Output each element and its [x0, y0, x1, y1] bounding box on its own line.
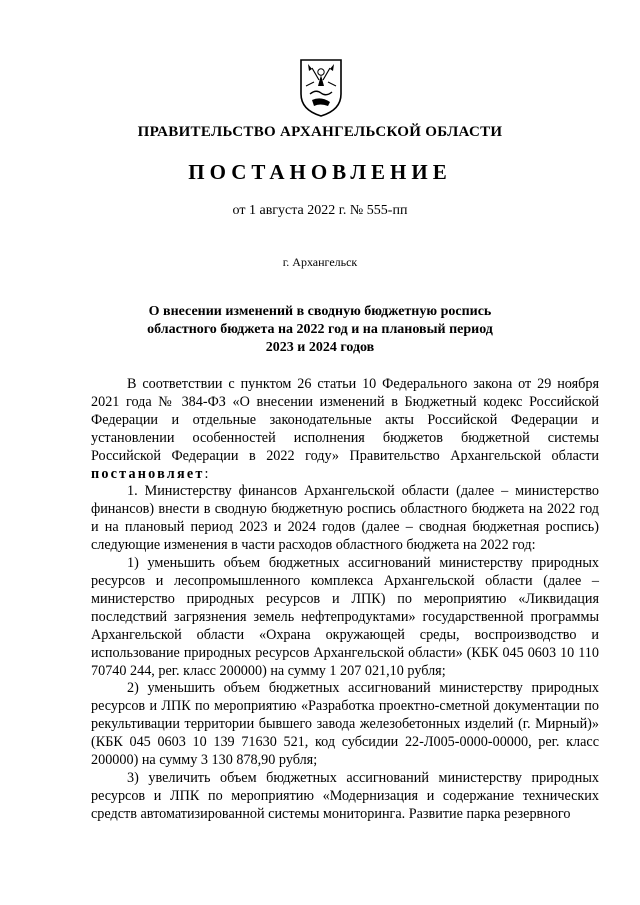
document-type: ПОСТАНОВЛЕНИЕ	[188, 160, 452, 184]
org-title: ПРАВИТЕЛЬСТВО АРХАНГЕЛЬСКОЙ ОБЛАСТИ	[137, 124, 503, 140]
coat-of-arms-icon	[298, 56, 344, 118]
subject-line: О внесении изменений в сводную бюджетную роспись	[148, 304, 492, 319]
paragraph-1-3: 3) увеличить объем бюджетных ассигнований министерству природных ресурсов и ЛПК по мероприятию «Модернизация и содержание технических средств автоматизированной системы мониторинга. Развитие парка резервного	[91, 769, 599, 822]
decree-word: постановляет	[91, 465, 205, 482]
document-subject	[0, 303, 640, 357]
subject-line: областного бюджета на 2022 год и на плановый период	[147, 322, 493, 337]
intro-text: В соответствии с пунктом 26 статьи 10 Федерального закона от 29 ноября 2021 года № 384-ФЗ «О внесении изменений в Бюджетный кодекс Российской Федерации и отдельные законодательные акты Российской Федерации и установлении особенностей исполнения бюджетов бюджетной системы Российской Федерации в 2022 году» Правительство Архангельской области	[91, 376, 599, 464]
document-date-number: от 1 августа 2022 г. № 555-пп	[232, 203, 408, 218]
document-body	[91, 376, 599, 824]
decree-colon: :	[204, 465, 209, 482]
subject-line: 2023 и 2024 годов	[265, 340, 375, 355]
paragraph-1-1: 1) уменьшить объем бюджетных ассигнований министерству природных ресурсов и лесопромышленного комплекса Архангельской области (далее – министерство природных ресурсов и ЛПК) по мероприятию «Ликвидация последствий загрязнения земель нефтепродуктами» государственной программы Архангельской области «Охрана окружающей среды, воспроизводство и использование природных ресурсов Архангельской области» (КБК 045 0603 10 110 70740 244, рег. класс 200000) на сумму 1 207 021,10 рубля;	[91, 555, 599, 679]
intro-paragraph	[91, 376, 599, 483]
document-city: г. Архангельск	[282, 255, 358, 269]
paragraph-1-2: 2) уменьшить объем бюджетных ассигнований министерству природных ресурсов и ЛПК по мероприятию «Разработка проектно-сметной документации по рекультивации территории бывшего завода железобетонных изделий (г. Мирный)» (КБК 045 0603 10 139 71630 521, код субсидии 22-Л005-0000-00000, рег. класс 200000) на сумму 3 130 878,90 рубля;	[91, 680, 599, 769]
paragraph-1: 1. Министерству финансов Архангельской области (далее – министерство финансов) внести в сводную бюджетную роспись областного бюджета на 2022 год и на плановый период 2023 и 2024 годов (далее – сводная бюджетная роспись) следующие изменения в части расходов областного бюджета на 2022 год:	[91, 483, 599, 554]
